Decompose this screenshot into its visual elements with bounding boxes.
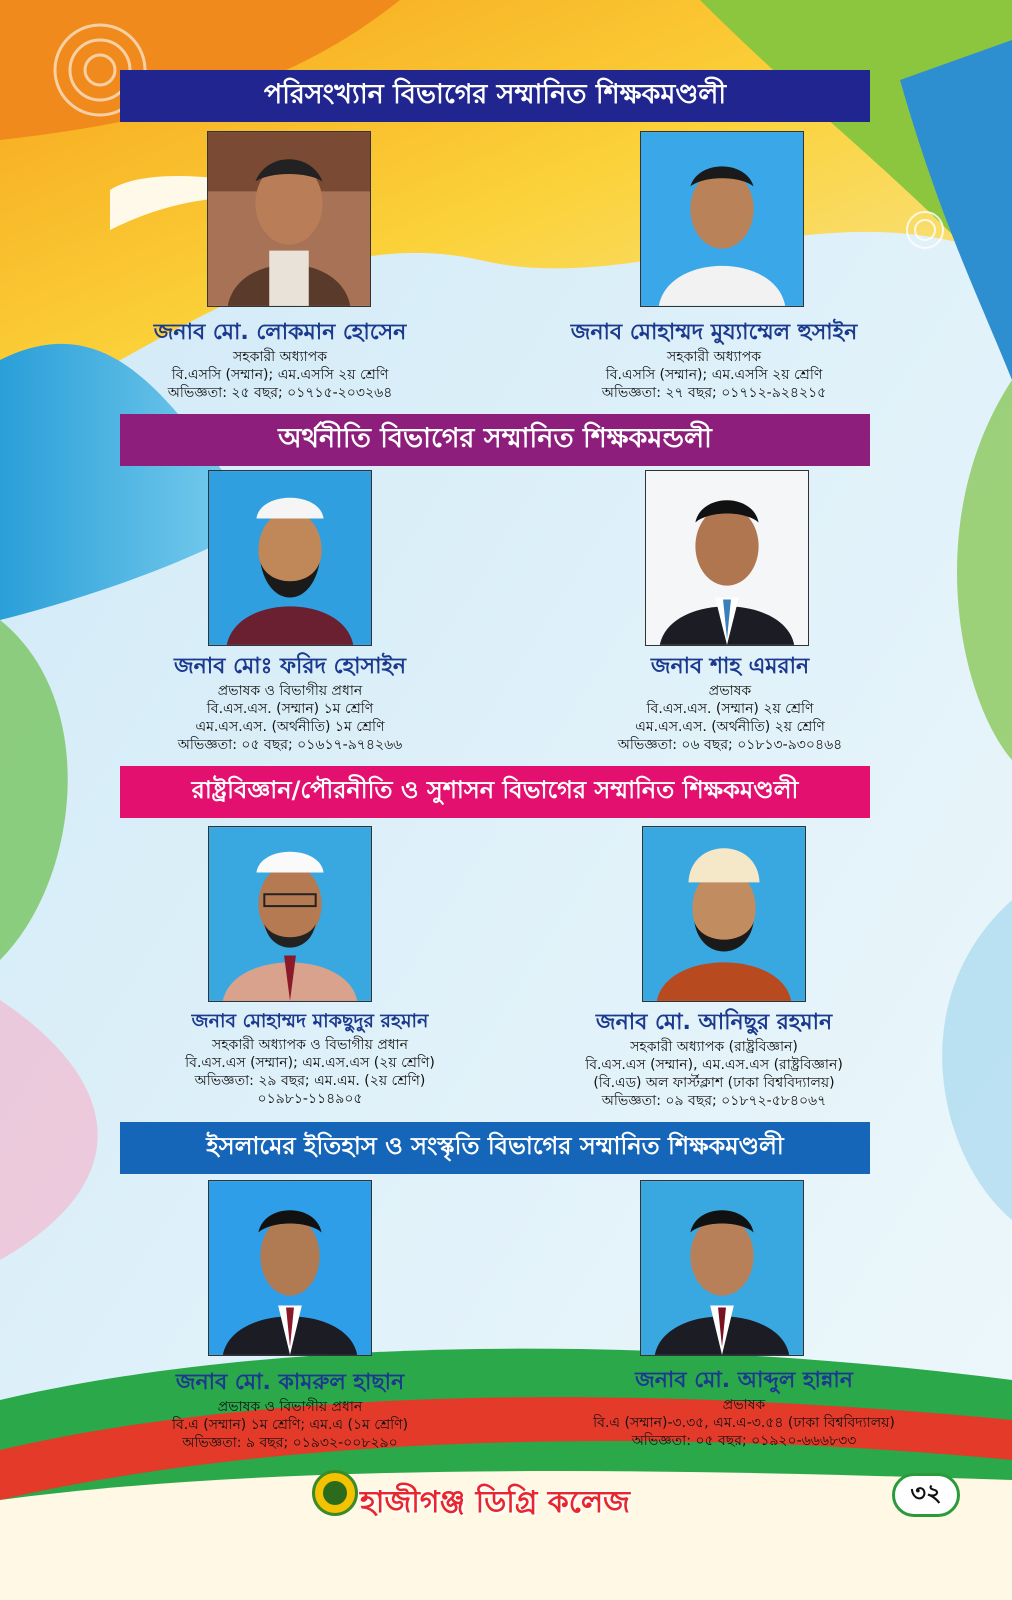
teacher-name: জনাব মোঃ ফরিদ হোসাইন bbox=[173, 654, 407, 679]
teacher-photo bbox=[207, 131, 371, 307]
teacher-info-card bbox=[534, 1366, 954, 1450]
teacher-detail: প্রভাষক ও বিভাগীয় প্রধান bbox=[217, 683, 363, 699]
teacher-name: জনাব মো. আব্দুল হান্নান bbox=[635, 1368, 853, 1393]
teacher-detail: বি.এ (সম্মান) ১ম শ্রেণি; এম.এ (১ম শ্রেণি) bbox=[171, 1417, 409, 1433]
section-banner-economics bbox=[120, 414, 870, 466]
teacher-info-card bbox=[100, 652, 480, 754]
teacher-detail: ০১৯৮১-১১৪৯০৫ bbox=[257, 1091, 363, 1107]
teacher-info-card bbox=[540, 652, 920, 754]
teacher-detail: বি.এস.এস (সম্মান); এম.এস.এস (২য় শ্রেণি) bbox=[185, 1055, 435, 1071]
teacher-photo bbox=[642, 826, 806, 1002]
teacher-info-card bbox=[100, 1368, 480, 1452]
teacher-info-card bbox=[524, 318, 904, 402]
teacher-photo bbox=[208, 826, 372, 1002]
teacher-detail: প্রভাষক bbox=[722, 1397, 766, 1413]
teacher-detail: অভিজ্ঞতা: ২৫ বছর; ০১৭১৫-২০৩২৬৪ bbox=[167, 385, 393, 401]
section-title: পরিসংখ্যান বিভাগের সম্মানিত শিক্ষকমণ্ডলী bbox=[263, 78, 727, 110]
teacher-detail: (বি.এড) অল ফার্স্টক্লাশ (ঢাকা বিশ্ববিদ্যালয়) bbox=[593, 1075, 835, 1091]
teacher-detail: প্রভাষক bbox=[708, 683, 752, 699]
teacher-detail: বি.এস.এস. (সম্মান) ১ম শ্রেণি bbox=[206, 701, 374, 717]
teacher-photo bbox=[640, 1180, 804, 1356]
teacher-detail: অভিজ্ঞতা: ০৫ বছর; ০১৬১৭-৯৭৪২৬৬ bbox=[177, 737, 403, 753]
teacher-info-card bbox=[90, 318, 470, 402]
section-title: রাষ্ট্রবিজ্ঞান/পৌরনীতি ও সুশাসন বিভাগের সম্মানিত শিক্ষকমণ্ডলী bbox=[191, 776, 799, 804]
teacher-detail: সহকারী অধ্যাপক bbox=[232, 349, 327, 365]
teacher-detail: সহকারী অধ্যাপক (রাষ্ট্রবিজ্ঞান) bbox=[630, 1039, 798, 1055]
section-title: অর্থনীতি বিভাগের সম্মানিত শিক্ষকমন্ডলী bbox=[278, 422, 712, 454]
teacher-name: জনাব মো. কামরুল হাছান bbox=[175, 1370, 405, 1395]
section-banner-statistics bbox=[120, 70, 870, 122]
teacher-detail: বি.এস.এস. (সম্মান) ২য় শ্রেণি bbox=[646, 701, 814, 717]
teacher-detail: অভিজ্ঞতা: ০৫ বছর; ০১৯২০-৬৬৬৮৩৩ bbox=[631, 1433, 857, 1449]
section-banner-islamic-history bbox=[120, 1122, 870, 1174]
teacher-detail: অভিজ্ঞতা: ০৬ বছর; ০১৮১৩-৯৩০৪৬৪ bbox=[617, 737, 843, 753]
teacher-detail: প্রভাষক ও বিভাগীয় প্রধান bbox=[217, 1399, 363, 1415]
teacher-photo bbox=[645, 470, 809, 646]
teacher-detail: অভিজ্ঞতা: ৯ বছর; ০১৯৩২-০০৮২৯০ bbox=[182, 1435, 398, 1451]
teacher-photo bbox=[640, 131, 804, 307]
page-number: ৩২ bbox=[892, 1473, 960, 1517]
teacher-detail: অভিজ্ঞতা: ২৯ বছর; এম.এম. (২য় শ্রেণি) bbox=[194, 1073, 426, 1089]
teacher-info-card bbox=[120, 1006, 500, 1108]
teacher-name: জনাব মোহাম্মদ মাকছুদুর রহমান bbox=[191, 1010, 429, 1032]
teacher-name: জনাব শাহ এমরান bbox=[650, 654, 810, 679]
college-logo bbox=[312, 1470, 358, 1516]
teacher-detail: সহকারী অধ্যাপক bbox=[666, 349, 761, 365]
teacher-detail: বি.এসসি (সম্মান); এম.এসসি ২য় শ্রেণি bbox=[171, 367, 389, 383]
college-name: হাজীগঞ্জ ডিগ্রি কলেজ bbox=[360, 1485, 631, 1520]
teacher-detail: সহকারী অধ্যাপক ও বিভাগীয় প্রধান bbox=[211, 1037, 409, 1053]
teacher-name: জনাব মোহাম্মদ মুয্যাম্মেল হুসাইন bbox=[570, 320, 858, 345]
teacher-detail: এম.এস.এস. (অর্থনীতি) ২য় শ্রেণি bbox=[635, 719, 825, 735]
teacher-info-card bbox=[524, 1008, 904, 1110]
teacher-detail: বি.এসসি (সম্মান); এম.এসসি ২য় শ্রেণি bbox=[605, 367, 823, 383]
teacher-detail: বি.এ (সম্মান)-৩.৩৫, এম.এ-৩.৫৪ (ঢাকা বিশ্ববিদ্যালয়) bbox=[593, 1415, 895, 1431]
teacher-photo bbox=[208, 470, 372, 646]
teacher-photo bbox=[208, 1180, 372, 1356]
teacher-detail: অভিজ্ঞতা: ০৯ বছর; ০১৮৭২-৫৮৪০৬৭ bbox=[601, 1093, 827, 1109]
section-banner-political-science bbox=[120, 766, 870, 818]
teacher-name: জনাব মো. লোকমান হোসেন bbox=[153, 320, 407, 345]
teacher-detail: অভিজ্ঞতা: ২৭ বছর; ০১৭১২-৯২৪২১৫ bbox=[601, 385, 827, 401]
section-title: ইসলামের ইতিহাস ও সংস্কৃতি বিভাগের সম্মানিত শিক্ষকমণ্ডলী bbox=[206, 1132, 784, 1160]
teacher-detail: বি.এস.এস (সম্মান), এম.এস.এস (রাষ্ট্রবিজ্ঞান) bbox=[585, 1057, 843, 1073]
teacher-detail: এম.এস.এস. (অর্থনীতি) ১ম শ্রেণি bbox=[195, 719, 385, 735]
teacher-name: জনাব মো. আনিছুর রহমান bbox=[595, 1010, 833, 1035]
